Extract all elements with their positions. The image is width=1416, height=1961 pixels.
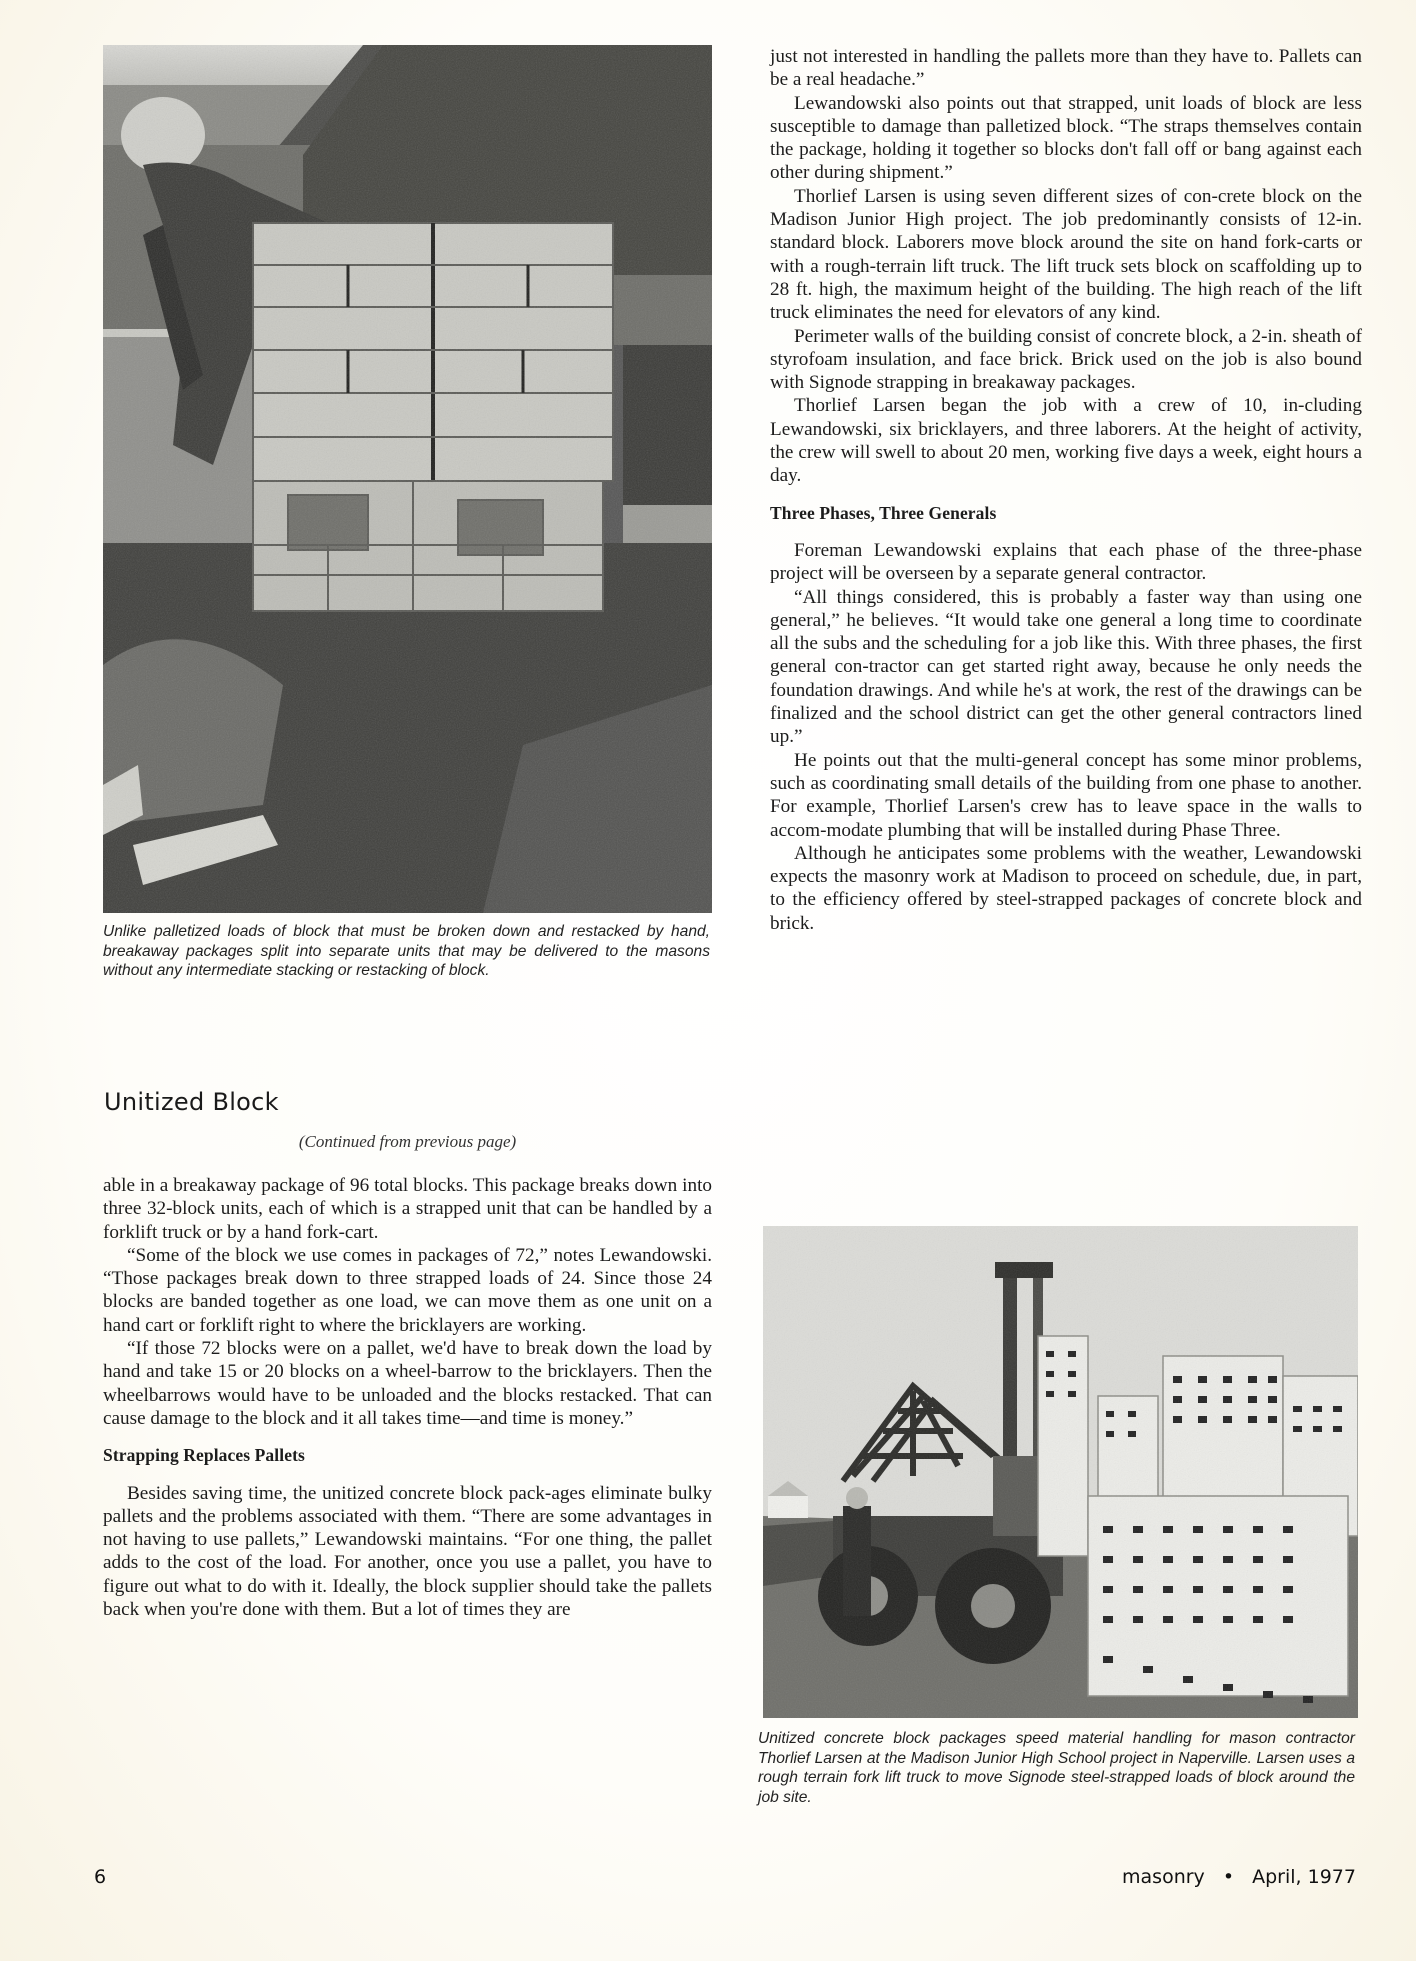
body-paragraph: “Some of the block we use comes in packages of 72,” notes Lewandowski. “Those packages break down to three strapped loads of 24. Since those 24 blocks are banded together as one load, we can move them as one unit on a hand cart or forklift right to where the bricklayers are working. [103, 1244, 712, 1336]
bullet-separator: • [1222, 1866, 1235, 1888]
publication-name: masonry [1122, 1866, 1205, 1888]
block-stack-photo-illustration [103, 45, 712, 913]
body-paragraph: “All things considered, this is probably a faster way than using one general,” he believes. “It would take one general a long time to coordinate all the subs and the scheduling for a job like this. With three phases, the first general con-tractor can get started right away, because he only needs the foundation drawings. And while he's at work, the rest of the drawings can be finalized and the school district can get the other general contractors lined up.” [770, 586, 1362, 748]
continued-note: (Continued from previous page) [298, 1132, 517, 1151]
body-paragraph: Foreman Lewandowski explains that each phase of the three-phase project will be overseen by a separate general contractor. [770, 539, 1362, 585]
body-paragraph: “If those 72 blocks were on a pallet, we'd have to break down the load by hand and take 15 or 20 blocks on a wheel-barrow to the bricklayers. Then the wheelbarrows would have to be unloaded and the blocks restacked. That can cause damage to the block and it all takes time—and time is money.” [103, 1338, 712, 1429]
left-column-body [103, 1174, 712, 1621]
issue-date: April, 1977 [1252, 1866, 1356, 1888]
body-paragraph: Besides saving time, the unitized concrete block pack-ages eliminate bulky pallets and the problems associated with them. “There are some advantages in not having to use pallets,” Lewandowski maintains. “For one thing, the pallet adds to the cost of the load. For another, once you use a pallet, you have to figure out what to do with it. Ideally, the block supplier should take the pallets back when you're done with them. But a lot of times they are [103, 1482, 712, 1621]
body-paragraph: Lewandowski also points out that strapped, unit loads of block are less susceptible to damage than palletized block. “The straps themselves contain the package, holding it together so blocks don't fall off or bang against each other during shipment.” [770, 92, 1362, 184]
section-subheading: Strapping Replaces Pallets [103, 1445, 305, 1466]
body-paragraph: He points out that the multi-general concept has some minor problems, such as coordinating small details of the building from one phase to another. For example, Thorlief Larsen's crew has to leave space in the walls to accom-modate plumbing that will be installed during Phase Three. [770, 749, 1362, 841]
lift-truck-photo-illustration [763, 1226, 1358, 1718]
body-paragraph: Although he anticipates some problems with the weather, Lewandowski expects the masonry work at Madison to proceed on schedule, due, in part, to the efficiency offered by steel-strapped packages of concrete block and brick. [770, 842, 1362, 934]
photo-worker-block-stack [103, 45, 712, 913]
section-subheading: Three Phases, Three Generals [770, 502, 997, 523]
photo-caption-left: Unlike palletized loads of block that must be broken down and restacked by hand, breakaway packages split into separate units that may be delivered to the masons without any intermediate stacking or restacking of block. [103, 923, 710, 979]
page-number: 6 [94, 1866, 107, 1888]
body-paragraph: Thorlief Larsen is using seven different sizes of con-crete block on the Madison Junior High project. The job predominantly consists of 12-in. standard block. Laborers move block around the site on hand fork-carts or with a rough-terrain lift truck. The lift truck sets block on scaffolding up to 28 ft. high, the maximum height of the building. The high reach of the lift truck eliminates the need for elevators of any kind. [770, 185, 1362, 324]
body-paragraph: just not interested in handling the pallets more than they have to. Pallets can be a real headache.” [770, 46, 1362, 91]
article-title: Unitized Block [104, 1088, 279, 1116]
body-paragraph: Perimeter walls of the building consist of concrete block, a 2-in. sheath of styrofoam insulation, and face brick. Brick used on the job is also bound with Signode strapping in breakaway packages. [770, 325, 1362, 394]
body-paragraph: able in a breakaway package of 96 total blocks. This package breaks down into three 32-block units, each of which is a strapped unit that can be handled by a forklift truck or by a hand fork-cart. [103, 1175, 712, 1243]
right-column-body [770, 45, 1362, 935]
photo-lift-truck [763, 1226, 1358, 1718]
publication-footer [1122, 1866, 1356, 1888]
photo-caption-right: Unitized concrete block packages speed material handling for mason contractor Thorlief Larsen at the Madison Junior High School project in Naperville. Larsen uses a rough terrain fork lift truck to move Signode steel-strapped loads of block around the job site. [758, 1730, 1355, 1806]
body-paragraph: Thorlief Larsen began the job with a crew of 10, in-cluding Lewandowski, six bricklayers, and three laborers. At the height of activity, the crew will swell to about 20 men, working five days a week, eight hours a day. [770, 395, 1362, 487]
